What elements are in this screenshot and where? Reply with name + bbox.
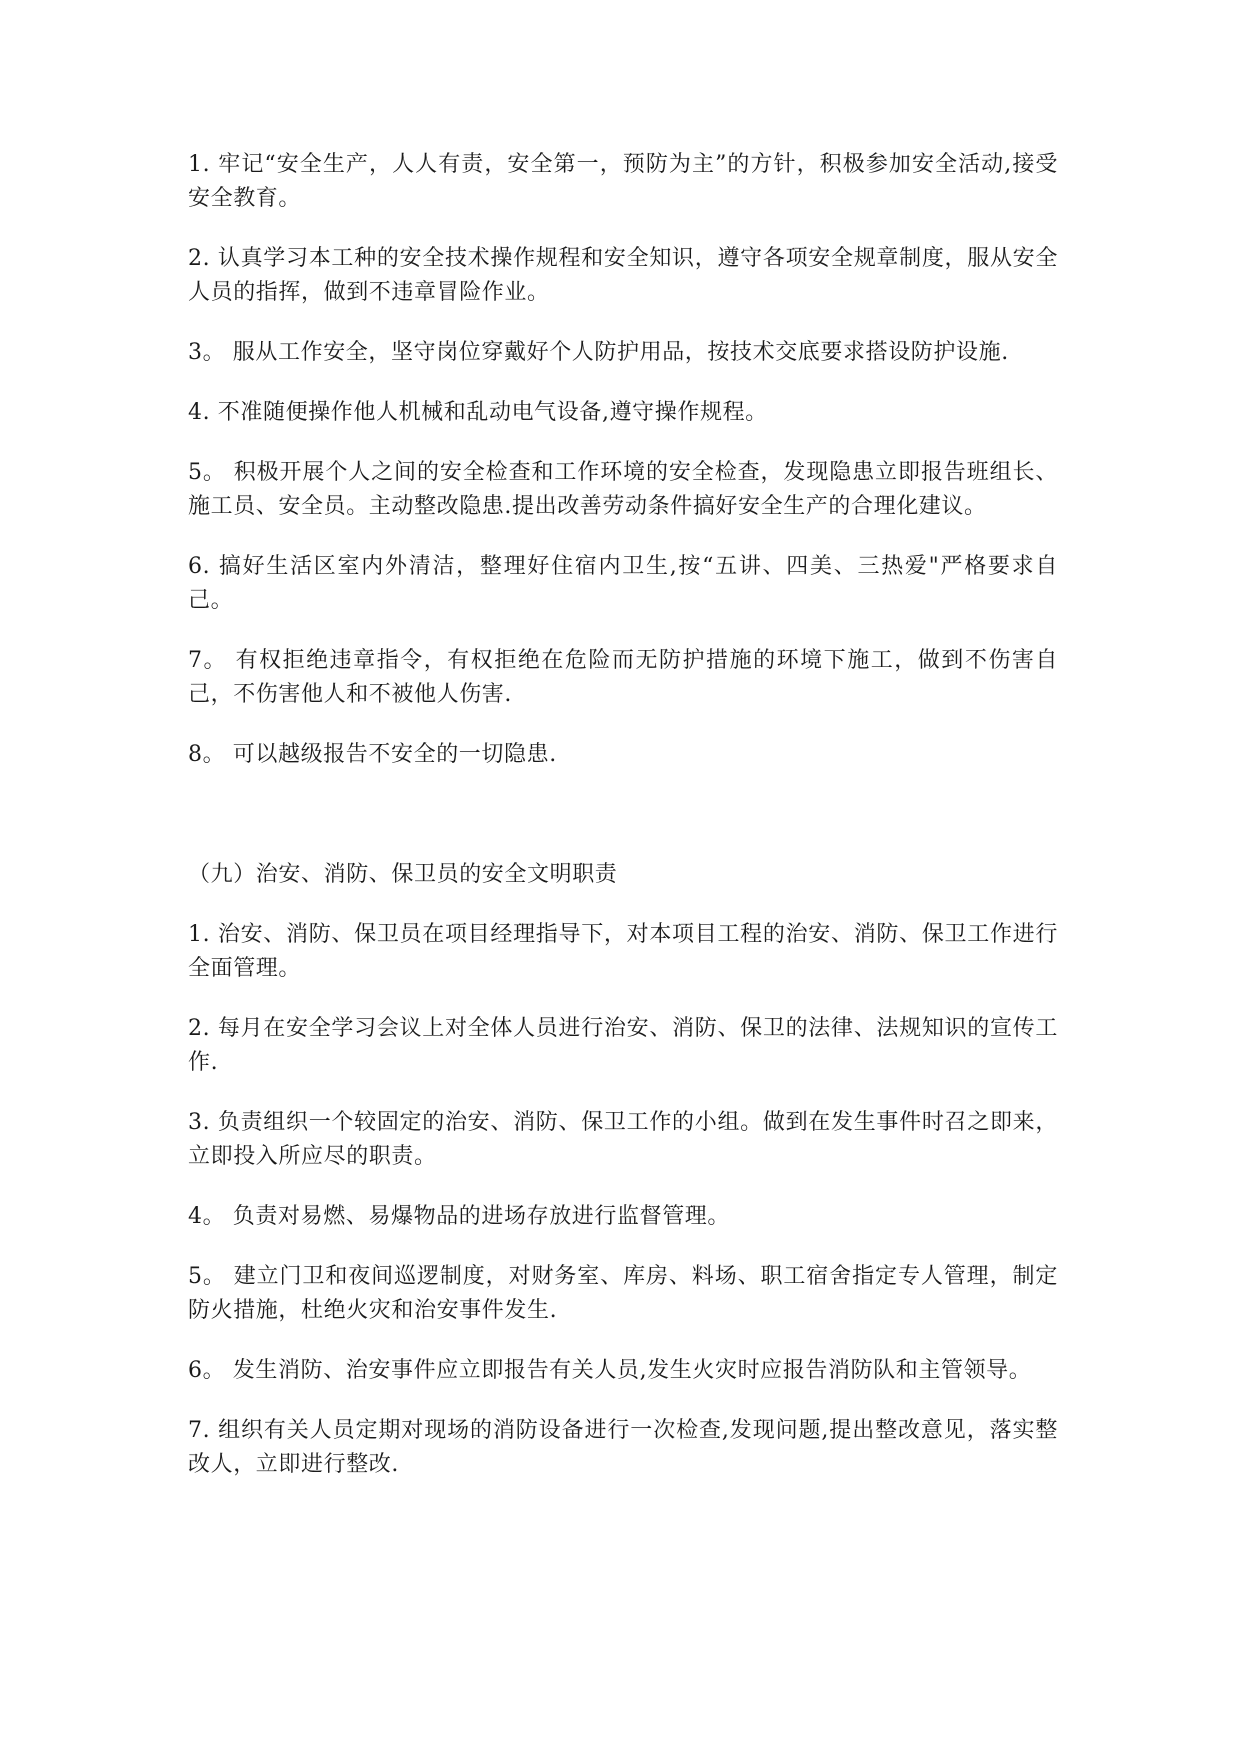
- security-duty-item: 4。 负责对易燃、易爆物品的进场存放进行监督管理。: [188, 1204, 730, 1229]
- duty-item: 4. 不准随便操作他人机械和乱动电气设备,遵守操作规程。: [188, 400, 768, 425]
- duty-item: 8。 可以越级报告不安全的一切隐患.: [188, 742, 557, 767]
- duty-item: 1. 牢记“安全生产，人人有责，安全第一，预防为主”的方针，积极参加安全活动,接受安全教育。: [188, 152, 1058, 211]
- duty-item: 3。 服从工作安全，坚守岗位穿戴好个人防护用品，按技术交底要求搭设防护设施.: [188, 340, 1009, 365]
- section-heading: （九）治安、消防、保卫员的安全文明职责: [188, 862, 618, 887]
- security-duty-item: 7. 组织有关人员定期对现场的消防设备进行一次检查,发现问题,提出整改意见，落实整改人，立即进行整改.: [188, 1418, 1058, 1477]
- security-duty-item: 2. 每月在安全学习会议上对全体人员进行治安、消防、保卫的法律、法规知识的宣传工作.: [188, 1016, 1058, 1075]
- duty-item: 5。 积极开展个人之间的安全检查和工作环境的安全检查，发现隐患立即报告班组长、施工员、安全员。主动整改隐患.提出改善劳动条件搞好安全生产的合理化建议。: [188, 460, 1058, 519]
- security-duty-item: 1. 治安、消防、保卫员在项目经理指导下，对本项目工程的治安、消防、保卫工作进行全面管理。: [188, 922, 1058, 981]
- security-duty-item: 3. 负责组织一个较固定的治安、消防、保卫工作的小组。做到在发生事件时召之即来，立即投入所应尽的职责。: [188, 1110, 1058, 1169]
- security-duty-item: 5。 建立门卫和夜间巡逻制度，对财务室、库房、料场、职工宿舍指定专人管理，制定防火措施，杜绝火灾和治安事件发生.: [188, 1264, 1058, 1323]
- security-duty-item: 6。 发生消防、治安事件应立即报告有关人员,发生火灾时应报告消防队和主管领导。: [188, 1358, 1032, 1383]
- duty-item: 2. 认真学习本工种的安全技术操作规程和安全知识，遵守各项安全规章制度，服从安全人员的指挥，做到不违章冒险作业。: [188, 246, 1058, 305]
- duty-item: 7。 有权拒绝违章指令，有权拒绝在危险而无防护措施的环境下施工，做到不伤害自己，不伤害他人和不被他人伤害.: [188, 648, 1058, 707]
- duty-item: 6. 搞好生活区室内外清洁，整理好住宿内卫生,按“五讲、四美、三热爱"严格要求自己。: [188, 554, 1058, 613]
- document-body: [188, 148, 1058, 1508]
